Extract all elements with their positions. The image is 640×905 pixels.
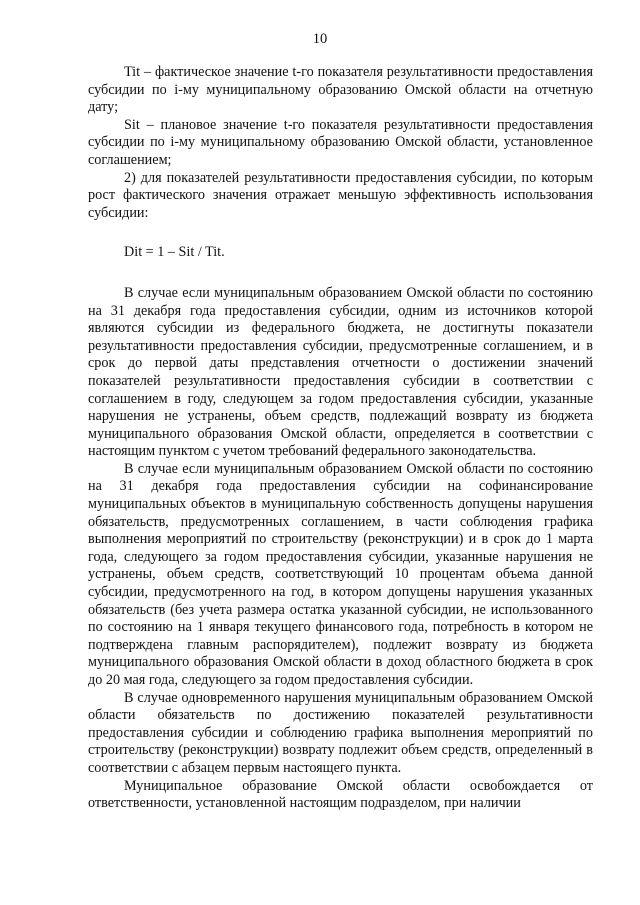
definition-tit: Tit – фактическое значение t-го показателя результативности предоставления субсидии по i-му муниципальному образованию Омской области на отчетную дату; (88, 64, 593, 116)
paragraph-exemption: Муниципальное образование Омской области освобождается от ответственности, установленной настоящим подразделом, при наличии (88, 777, 593, 812)
formula-dit: Dit = 1 – Sit / Tit. (124, 244, 225, 261)
paragraph-cofinancing: В случае если муниципальным образованием Омской области по состоянию на 31 декабря года предоставления субсидии на софинансирование муниципальных объектов в муниципальную собственность допущены нарушения обязательств, предусмотренных соглашением, в части соблюдения графика выполнения мероприятий по строительству (реконструкции) и в срок до 1 марта года, следующего за годом предоставления субсидии, указанные нарушения не устранены, объем средств, соответствующий 10 процентам объема данной субсидии, предусмотренного на год, в котором допущены нарушения указанных обязательств (без учета размера остатка указанной субсидии, не использованного по состоянию на 1 января текущего финансового года, потребность в котором не подтверждена главным распорядителем), подлежит возврату из бюджета муниципального образования Омской области в доход областного бюджета в срок до 20 мая года, следующего за годом предоставления субсидии. (88, 460, 593, 688)
definition-sit: Sit – плановое значение t-го показателя результативности предоставления субсидии по i-му муниципальному образованию Омской области, установленное соглашением; (88, 116, 593, 168)
page-number: 10 (312, 31, 328, 47)
paragraph-federal-subsidy: В случае если муниципальным образованием Омской области по состоянию на 31 декабря года предоставления субсидии, одним из источников которой являются субсидии из федерального бюджета, не достигнуты показатели результативности предоставления субсидии, предусмотренные соглашением, и в срок до первой даты представления отчетности о достижении значений показателей результативности предоставления субсидии в соответствии с соглашением в году, следующем за годом предоставления субсидии, указанные нарушения не устранены, объем средств, подлежащий возврату из бюджета муниципального образования Омской области, определяется в соответствии с настоящим пунктом с учетом требований федерального законодательства. (88, 284, 593, 460)
paragraph-simultaneous-violation: В случае одновременного нарушения муниципальным образованием Омской области обязательств по достижению показателей результативности предоставления субсидии и соблюдению графика выполнения мероприятий по строительству (реконструкции) возврату подлежит объем средств, определенный в соответствии с абзацем первым настоящего пункта. (88, 689, 593, 776)
document-body (88, 64, 593, 813)
definition-item-2: 2) для показателей результативности предоставления субсидии, по которым рост фактического значения отражает меньшую эффективность использования субсидии: (88, 169, 593, 221)
